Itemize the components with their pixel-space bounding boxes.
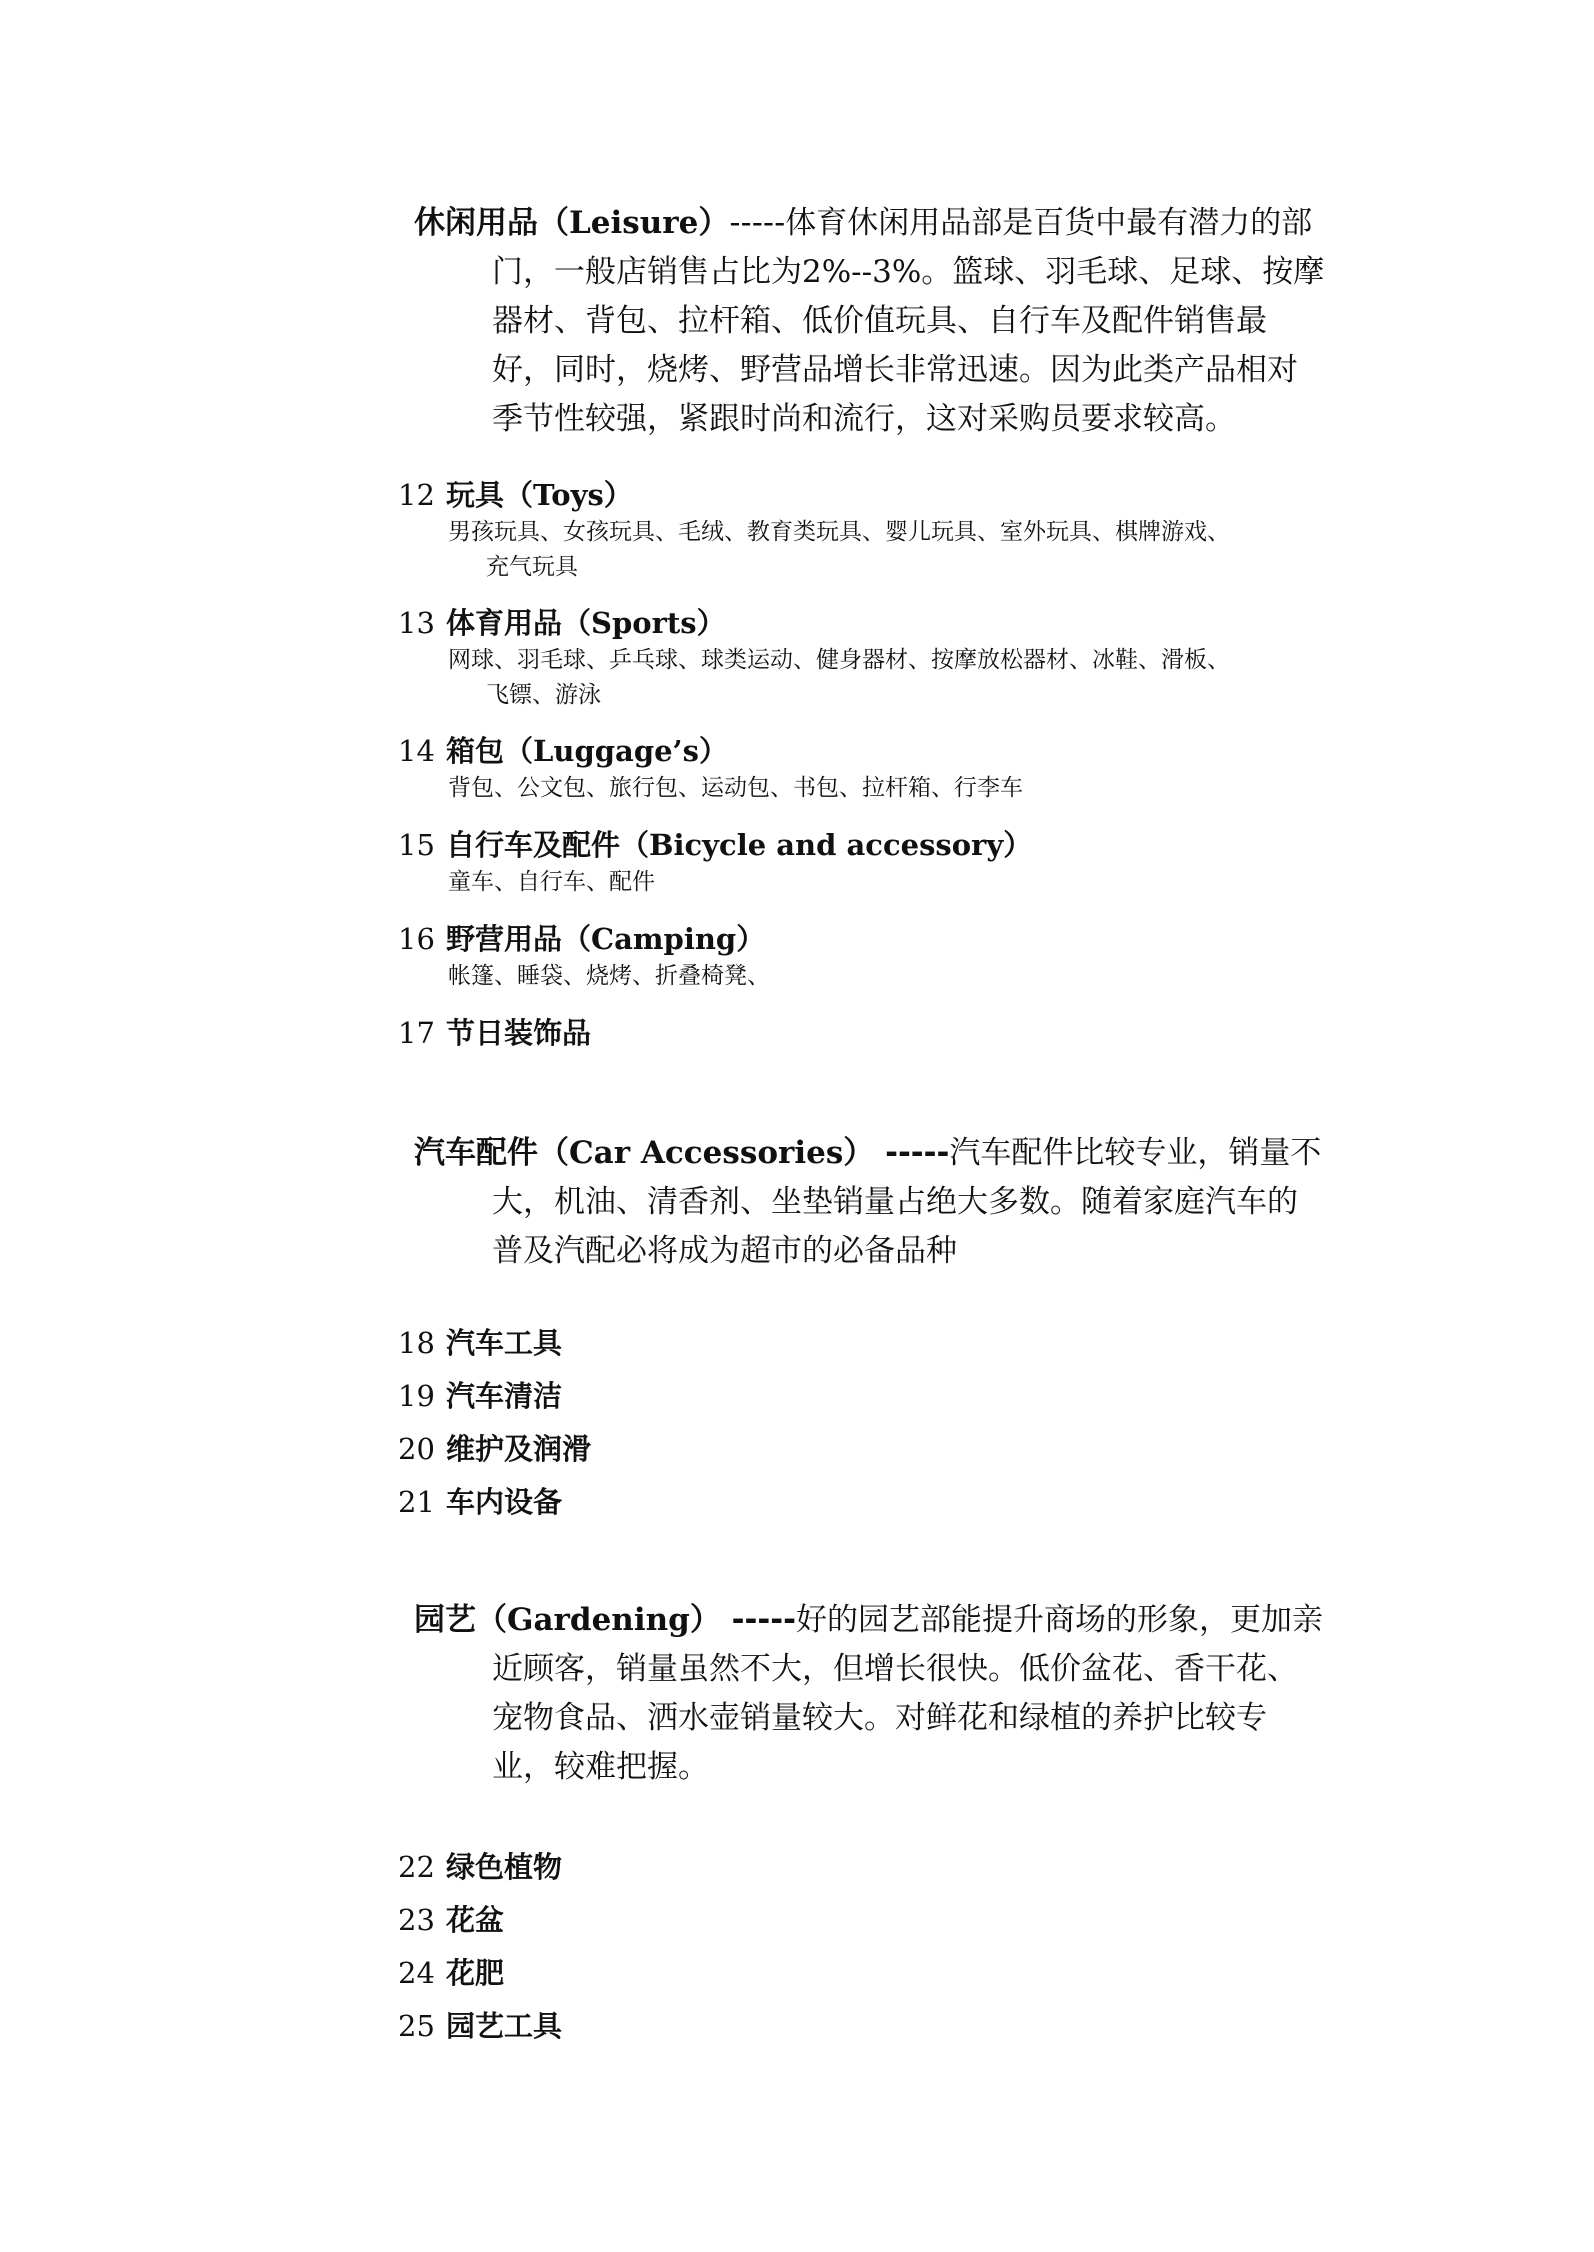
list-item-24	[398, 1953, 504, 1993]
item-number: 25	[398, 2009, 435, 2043]
section-gardening-intro	[414, 1596, 1374, 1792]
item-number: 24	[398, 1956, 435, 1990]
item-title: 维护及润滑	[446, 1432, 592, 1466]
item-number: 16	[398, 922, 435, 956]
item-number: 13	[398, 606, 435, 640]
section-leisure-heading: 休闲用品（Leisure）	[414, 205, 730, 241]
item-number: 21	[398, 1485, 435, 1519]
list-item-16	[398, 919, 1348, 994]
section-leisure-text-line: 门，一般店销售占比为2%--3%。篮球、羽毛球、足球、按摩	[492, 254, 1325, 290]
item-description	[398, 771, 1348, 806]
item-title: 花盆	[446, 1903, 505, 1937]
section-leisure-dash: -----	[729, 205, 786, 241]
item-title-line	[398, 731, 1348, 771]
section-gardening-first-line	[414, 1596, 1374, 1645]
item-description-line: 男孩玩具、女孩玩具、毛绒、教育类玩具、婴儿玩具、室外玩具、棋牌游戏、	[448, 519, 1230, 545]
section-gardening-text-line: 业，较难把握。	[492, 1749, 709, 1785]
section-car-first-line	[414, 1129, 1374, 1178]
list-item-23	[398, 1900, 504, 1940]
section-gardening-dash: -----	[720, 1602, 796, 1638]
item-title-line	[398, 475, 1348, 515]
item-title-line	[398, 1482, 562, 1522]
item-title: 自行车及配件（Bicycle and accessory）	[446, 828, 1033, 862]
item-title-line	[398, 919, 1348, 959]
item-description-line: 飞镖、游泳	[486, 682, 601, 708]
item-description-line: 背包、公文包、旅行包、运动包、书包、拉杆箱、行李车	[448, 775, 1023, 801]
section-leisure-first-line	[414, 199, 1374, 248]
item-title-line	[398, 1376, 562, 1416]
section-car-dash: -----	[874, 1135, 950, 1171]
item-description	[398, 643, 1348, 713]
list-item-22	[398, 1847, 562, 1887]
list-item-19	[398, 1376, 562, 1416]
item-title-line	[398, 825, 1348, 865]
section-gardening-text-line: 宠物食品、洒水壶销量较大。对鲜花和绿植的养护比较专	[492, 1700, 1267, 1736]
item-description-line: 童车、自行车、配件	[448, 869, 655, 895]
section-leisure-text-line: 季节性较强，紧跟时尚和流行，这对采购员要求较高。	[492, 401, 1236, 437]
item-title: 车内设备	[446, 1485, 563, 1519]
item-description-line: 网球、羽毛球、乒乓球、球类运动、健身器材、按摩放松器材、冰鞋、滑板、	[448, 647, 1230, 673]
item-description	[398, 959, 1348, 994]
item-number: 22	[398, 1850, 435, 1884]
item-number: 18	[398, 1326, 435, 1360]
item-title-line	[398, 1323, 562, 1363]
item-title: 节日装饰品	[446, 1016, 592, 1050]
item-number: 23	[398, 1903, 435, 1937]
section-gardening-heading: 园艺（Gardening）	[414, 1602, 721, 1638]
item-number: 19	[398, 1379, 435, 1413]
item-title: 汽车工具	[446, 1326, 563, 1360]
item-title: 玩具（Toys）	[446, 478, 633, 512]
item-number: 12	[398, 478, 435, 512]
item-title: 花肥	[446, 1956, 505, 1990]
item-title-line	[398, 1847, 562, 1887]
section-car-accessories-intro	[414, 1129, 1374, 1276]
section-leisure-text-line: 体育休闲用品部是百货中最有潜力的部	[785, 205, 1313, 241]
section-gardening-text-line: 近顾客，销量虽然不大，但增长很快。低价盆花、香干花、	[492, 1651, 1298, 1687]
section-gardening-text-line: 好的园艺部能提升商场的形象，更加亲	[795, 1602, 1323, 1638]
section-leisure-text-line: 器材、背包、拉杆箱、低价值玩具、自行车及配件销售最	[492, 303, 1267, 339]
list-item-21	[398, 1482, 562, 1522]
item-number: 14	[398, 734, 435, 768]
item-title: 绿色植物	[446, 1850, 563, 1884]
item-description-line: 帐篷、睡袋、烧烤、折叠椅凳、	[448, 963, 770, 989]
item-title: 汽车清洁	[446, 1379, 563, 1413]
list-item-14	[398, 731, 1348, 806]
section-car-text-line: 汽车配件比较专业，销量不	[949, 1135, 1322, 1171]
item-title: 园艺工具	[446, 2009, 563, 2043]
item-number: 17	[398, 1016, 435, 1050]
list-item-17	[398, 1013, 591, 1053]
list-item-15	[398, 825, 1348, 900]
section-leisure-intro	[414, 199, 1374, 444]
section-car-text-line: 大，机油、清香剂、坐垫销量占绝大多数。随着家庭汽车的	[492, 1184, 1298, 1220]
item-title-line	[398, 1429, 591, 1469]
item-title: 箱包（Luggage’s）	[446, 734, 728, 768]
item-title-line	[398, 1900, 504, 1940]
list-item-12	[398, 475, 1348, 585]
list-item-18	[398, 1323, 562, 1363]
item-number: 15	[398, 828, 435, 862]
item-description	[398, 515, 1348, 585]
item-description	[398, 865, 1348, 900]
item-title: 野营用品（Camping）	[446, 922, 766, 956]
section-leisure-text-line: 好，同时，烧烤、野营品增长非常迅速。因为此类产品相对	[492, 352, 1298, 388]
item-title-line	[398, 1953, 504, 1993]
item-title-line	[398, 603, 1348, 643]
list-item-25	[398, 2006, 562, 2046]
item-title: 体育用品（Sports）	[446, 606, 726, 640]
section-car-heading: 汽车配件（Car Accessories）	[414, 1135, 875, 1171]
item-description-line: 充气玩具	[486, 554, 578, 580]
list-item-20	[398, 1429, 591, 1469]
item-title-line	[398, 1013, 591, 1053]
item-number: 20	[398, 1432, 435, 1466]
section-car-text-line: 普及汽配必将成为超市的必备品种	[492, 1233, 957, 1269]
item-title-line	[398, 2006, 562, 2046]
list-item-13	[398, 603, 1348, 713]
